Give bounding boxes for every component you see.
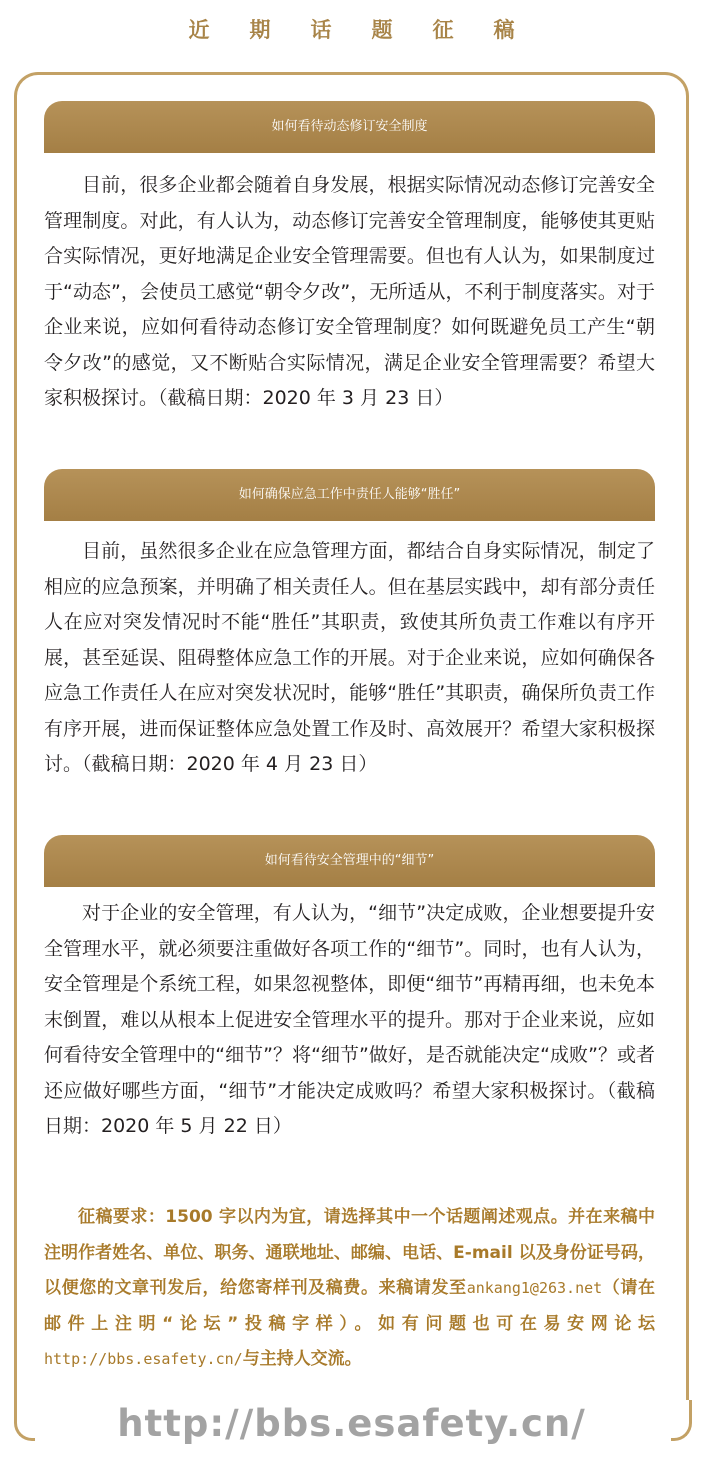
- section-body-1: 目前，很多企业都会随着自身发展，根据实际情况动态修订完善安全管理制度。对此，有人认为，动态修订完善安全管理制度，能够使其更贴合实际情况，更好地满足企业安全管理需要。但也有人认为，如果制度过于“动态”，会使员工感觉“朝令夕改”，无所适从，不利于制度落实。对于企业来说，应如何看待动态修订安全管理制度？如何既避免员工产生“朝令夕改”的感觉，又不断贴合实际情况，满足企业安全管理需要？希望大家积极探讨。（截稿日期：2020 年 3 月 23 日）: [44, 174, 655, 409]
- submission-requirements: [44, 1200, 655, 1378]
- requirements-text-2: （请在邮件上注明“论坛”投稿字样）。如有问题也可在易安网论坛: [44, 1278, 656, 1334]
- section-title-1: 如何看待动态修订安全制度: [44, 101, 655, 153]
- contact-email-link[interactable]: ankang1@263.net: [466, 1279, 603, 1297]
- forum-url-link[interactable]: http://bbs.esafety.cn/: [44, 1350, 243, 1368]
- requirements-text-3: 与主持人交流。: [242, 1349, 362, 1369]
- requirements-text-1: 征稿要求：1500 字以内为宜，请选择其中一个话题阐述观点。并在来稿中注明作者姓名、单位、职务、通联地址、邮编、电话、E-mail 以及身份证号码，以便您的文章刊发后，给您寄样刊及稿费。来稿请发至: [44, 1207, 655, 1298]
- section-body-2: 目前，虽然很多企业在应急管理方面，都结合自身实际情况，制定了相应的应急预案，并明确了相关责任人。但在基层实践中，却有部分责任人在应对突发情况时不能“胜任”其职责，致使其所负责工作难以有序开展，甚至延误、阻碍整体应急工作的开展。对于企业来说，应如何确保各应急工作责任人在应对突发状况时，能够“胜任”其职责，确保所负责工作有序开展，进而保证整体应急处置工作及时、高效展开？希望大家积极探讨。（截稿日期：2020 年 4 月 23 日）: [44, 540, 655, 775]
- footer-url[interactable]: http://bbs.esafety.cn/: [117, 1402, 586, 1445]
- page-title: 近期话题征稿: [188, 18, 555, 42]
- section-title-3: 如何看待安全管理中的“细节”: [44, 835, 655, 887]
- section-body-3: 对于企业的安全管理，有人认为，“细节”决定成败，企业想要提升安全管理水平，就必须要注重做好各项工作的“细节”。同时，也有人认为，安全管理是个系统工程，如果忽视整体，即便“细节”再精再细，也未免本末倒置，难以从根本上促进安全管理水平的提升。那对于企业来说，应如何看待安全管理中的“细节”？将“细节”做好，是否就能决定“成败”？或者还应做好哪些方面，“细节”才能决定成败吗？希望大家积极探讨。（截稿日期：2020 年 5 月 22 日）: [44, 902, 655, 1137]
- section-title-2: 如何确保应急工作中责任人能够“胜任”: [44, 469, 655, 521]
